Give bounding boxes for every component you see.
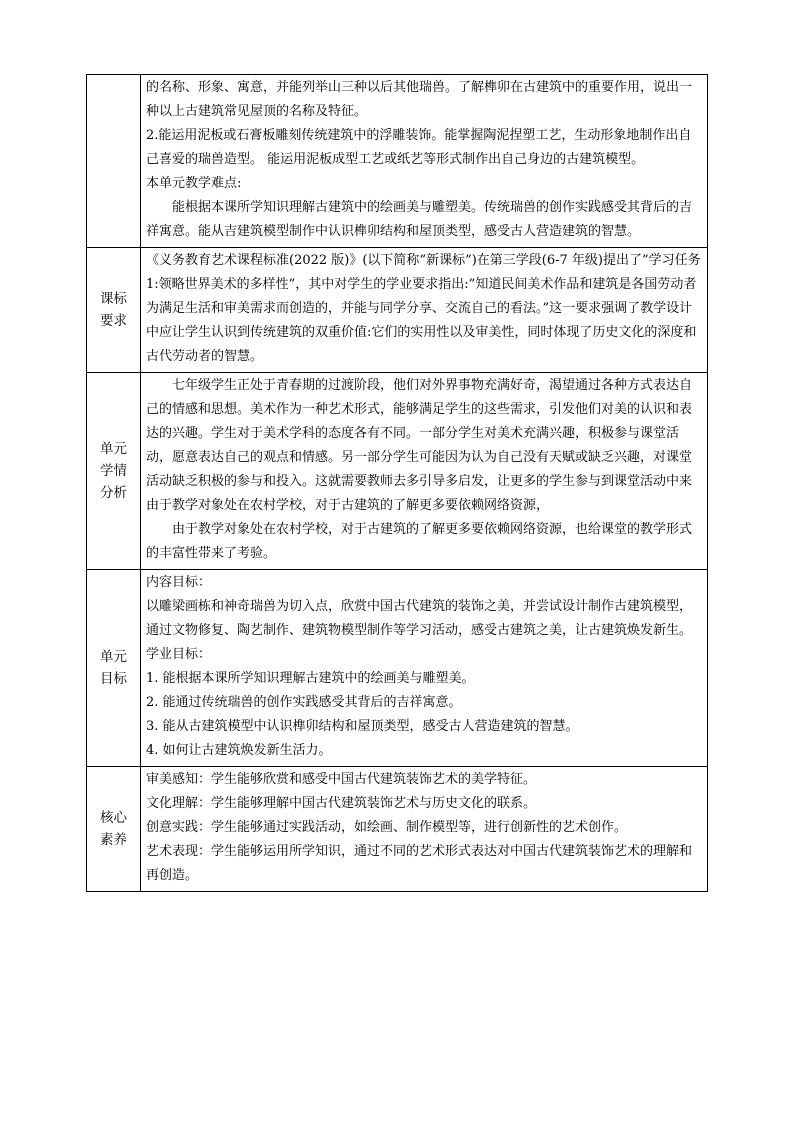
content-paragraph: 3. 能从古建筑模型中认识榫卯结构和屋顶类型，感受古人营造建筑的智慧。	[146, 719, 579, 734]
content-paragraph: 审美感知：学生能够欣赏和感受中国古代建筑装饰艺术的美学特征。	[146, 772, 537, 787]
row-label-line: 核心	[100, 810, 127, 826]
content-paragraph: 艺术表现：学生能够运用所学知识，通过不同的艺术形式表达对中国古代建筑装饰艺术的理解和再创造。	[146, 844, 693, 883]
table-row	[87, 767, 708, 892]
row-label-line: 学情	[100, 463, 127, 479]
row-label-cell	[87, 248, 141, 373]
row-label-line: 素养	[100, 832, 127, 848]
content-paragraph: 七年级学生正处于青春期的过渡阶段，他们对外界事物充满好奇，渴望通过各种方式表达自己的情感和思想。美术作为一种艺术形式，能够满足学生的这些需求，引发他们对美的认识和表达的兴趣。学生对于美术学科的态度各有不同。一部分学生对美术充满兴趣，积极参与课堂活动，愿意表达自己的观点和情感。另一部分学生可能因为认为自己没有天赋或缺乏兴趣，对课堂活动缺乏积极的参与和投入。这就需要教师去多引导多启发，让更多的学生参与到课堂活动中来由于教学对象处在农村学校，对于古建筑的了解更多要依赖网络资源，	[146, 378, 693, 513]
content-paragraph: 的名称、形象、寓意，并能列举山三种以后其他瑞兽。了解榫卯在古建筑中的重要作用，说出一种以上古建筑常见屋顶的名称及特征。	[146, 80, 693, 119]
row-label-line: 课标	[100, 291, 127, 307]
content-paragraph: 由于教学对象处在农村学校，对于古建筑的了解更多要依赖网络资源，也给课堂的教学形式的丰富性带来了考验。	[146, 522, 693, 561]
row-content-cell	[141, 248, 708, 373]
table-row	[87, 570, 708, 767]
content-paragraph: 学业目标：	[146, 647, 212, 662]
content-paragraph: 内容目标：	[146, 575, 212, 590]
row-label-line: 单元	[100, 441, 127, 457]
row-label-line: 单元	[100, 649, 127, 665]
row-label-cell	[87, 373, 141, 570]
table-row	[87, 373, 708, 570]
row-label-cell	[87, 570, 141, 767]
table-row	[87, 75, 708, 248]
content-paragraph: 文化理解：学生能够理解中国古代建筑装饰艺术与历史文化的联系。	[146, 796, 537, 811]
row-label-line: 分析	[100, 485, 127, 501]
content-paragraph: 创意实践：学生能够通过实践活动，如绘画、制作模型等，进行创新性的艺术创作。	[146, 820, 628, 835]
row-label-line: 要求	[100, 313, 127, 329]
row-content-cell	[141, 767, 708, 892]
content-paragraph: 1. 能根据本课所学知识理解古建筑中的绘画美与雕塑美。	[146, 671, 475, 686]
row-label-line: 目标	[100, 671, 127, 687]
table-row	[87, 248, 708, 373]
row-content-cell	[141, 570, 708, 767]
lesson-plan-table	[86, 74, 708, 892]
content-paragraph: 2.能运用泥板或石膏板雕刻传统建筑中的浮雕装饰。能掌握陶泥捏塑工艺，生动形象地制作出自己喜爱的瑞兽造型。 能运用泥板成型工艺或纸艺等形式制作出自己身边的古建筑模型。	[146, 128, 692, 167]
table-body	[87, 75, 708, 892]
row-label-cell	[87, 767, 141, 892]
content-paragraph: 《义务教育艺术课程标准(2022 版)》(以下简称“新课标”)在第三学段(6-7 年级)提出了”学习任务 1:领略世界美术的多样性”，其中对学生的学业要求指出:”知道民间美术作品和建筑是各国劳动者为满足生活和审美需求而创造的，并能与同学分享、交流自己的看法。”这一要求强调了教学设计中应让学生认识到传统建筑的双重价值:它们的实用性以及审美性，同时体现了历史文化的深度和古代劳动者的智慧。	[146, 253, 701, 364]
row-content-cell	[141, 373, 708, 570]
content-paragraph: 4. 如何让古建筑焕发新生活力。	[146, 743, 332, 758]
content-paragraph: 2. 能通过传统瑞兽的创作实践感受其背后的吉祥寓意。	[146, 695, 462, 710]
row-label-cell	[87, 75, 141, 248]
content-paragraph: 能根据本课所学知识理解古建筑中的绘画美与雕塑美。传统瑞兽的创作实践感受其背后的吉祥寓意。能从吉建筑模型制作中认识榫卯结构和屋顶类型，感受古人营造建筑的智慧。	[146, 200, 693, 239]
content-paragraph: 本单元教学难点:	[146, 176, 242, 191]
content-paragraph: 以雕梁画栋和神奇瑞兽为切入点，欣赏中国古代建筑的装饰之美，并尝试设计制作古建筑模型，通过文物修复、陶艺制作、建筑物模型制作等学习活动，感受古建筑之美，让古建筑焕发新生。	[146, 599, 693, 638]
row-content-cell	[141, 75, 708, 248]
